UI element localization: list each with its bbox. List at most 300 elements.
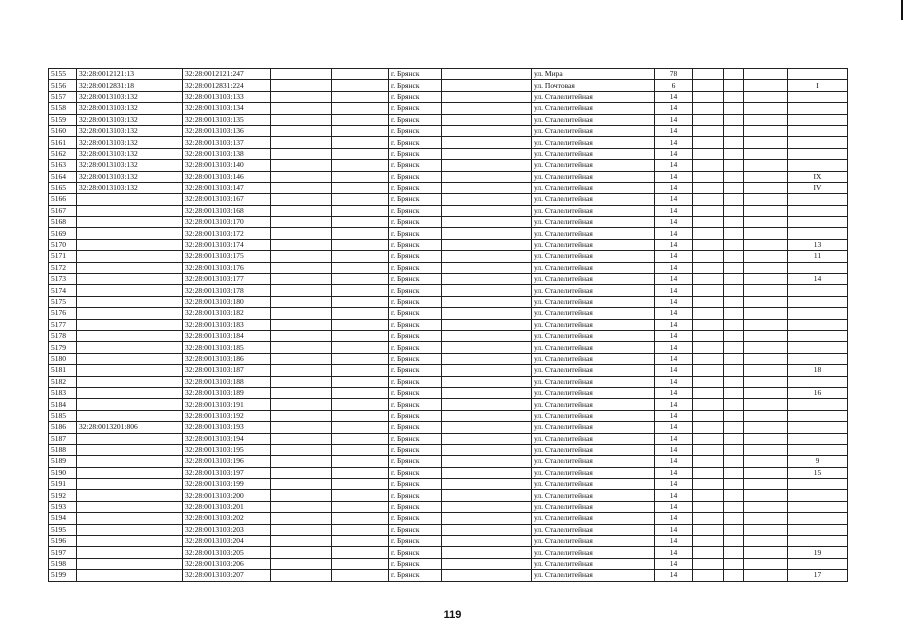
table-row [49, 524, 848, 535]
cell-house-number: 14 [655, 353, 693, 364]
cell-cadastral-number: 32:28:0013103:135 [183, 114, 271, 125]
cell-cadastral-number: 32:28:0013103:185 [183, 342, 271, 353]
cell-premises-number [788, 103, 848, 114]
cell-empty [271, 342, 332, 353]
cell-record-number: 5182 [49, 376, 77, 387]
cell-house-number: 14 [655, 433, 693, 444]
cell-house-number: 14 [655, 444, 693, 455]
cell-city: г. Брянск [389, 479, 442, 490]
cell-empty [442, 501, 532, 512]
cell-cadastral-number: 32:28:0013103:180 [183, 296, 271, 307]
cell-house-number: 14 [655, 410, 693, 421]
cell-empty [442, 171, 532, 182]
cell-empty [442, 274, 532, 285]
table-row [49, 456, 848, 467]
cell-empty [744, 547, 788, 558]
cell-empty [442, 137, 532, 148]
cell-cadastral-number: 32:28:0013103:178 [183, 285, 271, 296]
cell-empty [724, 501, 744, 512]
cell-record-number: 5171 [49, 251, 77, 262]
cell-house-number: 14 [655, 490, 693, 501]
cell-empty [693, 239, 724, 250]
cell-empty [332, 330, 389, 341]
cell-empty [271, 205, 332, 216]
cell-record-number: 5194 [49, 513, 77, 524]
cell-empty [442, 353, 532, 364]
cell-empty [442, 490, 532, 501]
cell-city: г. Брянск [389, 274, 442, 285]
cell-empty [744, 570, 788, 581]
cell-parent-cadastral-number [77, 330, 183, 341]
cell-premises-number [788, 513, 848, 524]
cell-street: ул. Сталелитейная [532, 501, 655, 512]
cell-empty [442, 570, 532, 581]
cell-house-number: 14 [655, 125, 693, 136]
cell-empty [271, 80, 332, 91]
cell-empty [724, 251, 744, 262]
cell-city: г. Брянск [389, 399, 442, 410]
cell-cadastral-number: 32:28:0013103:174 [183, 239, 271, 250]
cell-record-number: 5185 [49, 410, 77, 421]
cell-premises-number [788, 501, 848, 512]
cell-empty [332, 536, 389, 547]
cell-cadastral-number: 32:28:0013103:201 [183, 501, 271, 512]
cell-premises-number [788, 422, 848, 433]
cell-empty [271, 262, 332, 273]
cell-house-number: 14 [655, 342, 693, 353]
cell-record-number: 5188 [49, 444, 77, 455]
cell-cadastral-number: 32:28:0013103:189 [183, 387, 271, 398]
cell-street: ул. Сталелитейная [532, 251, 655, 262]
cell-empty [271, 570, 332, 581]
cell-empty [442, 217, 532, 228]
cell-street: ул. Сталелитейная [532, 160, 655, 171]
cell-parent-cadastral-number [77, 479, 183, 490]
cell-empty [724, 69, 744, 80]
cell-house-number: 14 [655, 547, 693, 558]
cell-record-number: 5198 [49, 558, 77, 569]
cell-empty [693, 80, 724, 91]
cell-house-number: 14 [655, 217, 693, 228]
cell-house-number: 14 [655, 399, 693, 410]
cell-city: г. Брянск [389, 308, 442, 319]
page-number: 119 [443, 609, 462, 621]
cell-empty [332, 353, 389, 364]
cell-premises-number: 13 [788, 239, 848, 250]
cell-street: ул. Сталелитейная [532, 456, 655, 467]
cell-empty [724, 228, 744, 239]
cell-parent-cadastral-number [77, 194, 183, 205]
cell-empty [724, 547, 744, 558]
cell-empty [693, 342, 724, 353]
table-row [49, 501, 848, 512]
table-row [49, 513, 848, 524]
cell-empty [693, 456, 724, 467]
cell-empty [332, 239, 389, 250]
cell-empty [442, 182, 532, 193]
cell-empty [744, 182, 788, 193]
cell-premises-number [788, 410, 848, 421]
cell-city: г. Брянск [389, 80, 442, 91]
cell-city: г. Брянск [389, 376, 442, 387]
cell-street: ул. Сталелитейная [532, 399, 655, 410]
cell-empty [442, 479, 532, 490]
cell-empty [442, 536, 532, 547]
table-body [49, 69, 848, 582]
cell-empty [744, 490, 788, 501]
cell-empty [332, 524, 389, 535]
cell-empty [724, 342, 744, 353]
cell-empty [744, 205, 788, 216]
cell-empty [332, 365, 389, 376]
cell-empty [442, 69, 532, 80]
cell-city: г. Брянск [389, 205, 442, 216]
cell-empty [744, 558, 788, 569]
cell-house-number: 14 [655, 251, 693, 262]
cell-empty [271, 69, 332, 80]
cell-city: г. Брянск [389, 353, 442, 364]
cell-street: ул. Сталелитейная [532, 285, 655, 296]
cell-empty [271, 171, 332, 182]
cell-street: ул. Сталелитейная [532, 296, 655, 307]
cell-empty [744, 479, 788, 490]
table-row [49, 80, 848, 91]
cell-empty [271, 376, 332, 387]
table-row [49, 262, 848, 273]
cell-empty [744, 160, 788, 171]
cell-parent-cadastral-number [77, 524, 183, 535]
cell-city: г. Брянск [389, 160, 442, 171]
table-row [49, 467, 848, 478]
cell-empty [744, 501, 788, 512]
cell-premises-number [788, 319, 848, 330]
cell-house-number: 14 [655, 330, 693, 341]
cell-empty [724, 479, 744, 490]
cell-empty [442, 422, 532, 433]
cell-cadastral-number: 32:28:0013103:138 [183, 148, 271, 159]
cell-street: ул. Сталелитейная [532, 387, 655, 398]
table-row [49, 387, 848, 398]
cell-empty [442, 296, 532, 307]
cell-empty [693, 274, 724, 285]
cell-empty [332, 182, 389, 193]
cell-empty [442, 433, 532, 444]
cell-parent-cadastral-number: 32:28:0012831:18 [77, 80, 183, 91]
cell-record-number: 5168 [49, 217, 77, 228]
cell-empty [271, 217, 332, 228]
cell-house-number: 14 [655, 205, 693, 216]
cell-empty [744, 137, 788, 148]
cell-record-number: 5169 [49, 228, 77, 239]
cell-house-number: 6 [655, 80, 693, 91]
cell-cadastral-number: 32:28:0013103:133 [183, 91, 271, 102]
cell-empty [724, 536, 744, 547]
cell-city: г. Брянск [389, 194, 442, 205]
cell-empty [442, 365, 532, 376]
cell-empty [693, 171, 724, 182]
cell-record-number: 5187 [49, 433, 77, 444]
cell-parent-cadastral-number [77, 205, 183, 216]
table-row [49, 160, 848, 171]
cell-empty [744, 513, 788, 524]
cell-empty [693, 353, 724, 364]
cell-street: ул. Сталелитейная [532, 205, 655, 216]
cell-cadastral-number: 32:28:0013103:168 [183, 205, 271, 216]
cell-empty [442, 399, 532, 410]
cell-record-number: 5181 [49, 365, 77, 376]
cell-street: ул. Сталелитейная [532, 308, 655, 319]
cell-empty [271, 536, 332, 547]
cell-empty [724, 490, 744, 501]
cell-premises-number [788, 558, 848, 569]
cell-empty [442, 194, 532, 205]
cell-empty [724, 160, 744, 171]
cell-parent-cadastral-number [77, 501, 183, 512]
cell-house-number: 14 [655, 114, 693, 125]
cell-premises-number [788, 342, 848, 353]
cell-parent-cadastral-number [77, 536, 183, 547]
cell-record-number: 5193 [49, 501, 77, 512]
table-row [49, 69, 848, 80]
cell-parent-cadastral-number [77, 433, 183, 444]
cell-street: ул. Мира [532, 69, 655, 80]
cell-empty [271, 114, 332, 125]
cell-house-number: 14 [655, 524, 693, 535]
cell-parent-cadastral-number [77, 558, 183, 569]
cell-empty [332, 103, 389, 114]
cell-city: г. Брянск [389, 114, 442, 125]
cell-house-number: 14 [655, 274, 693, 285]
cell-cadastral-number: 32:28:0013103:182 [183, 308, 271, 319]
cell-city: г. Брянск [389, 410, 442, 421]
cell-cadastral-number: 32:28:0013103:195 [183, 444, 271, 455]
cell-record-number: 5197 [49, 547, 77, 558]
cell-house-number: 14 [655, 365, 693, 376]
cell-empty [271, 467, 332, 478]
cell-house-number: 14 [655, 456, 693, 467]
cell-empty [332, 262, 389, 273]
cell-house-number: 14 [655, 239, 693, 250]
cell-empty [442, 80, 532, 91]
cell-parent-cadastral-number [77, 319, 183, 330]
cell-empty [693, 570, 724, 581]
cell-city: г. Брянск [389, 125, 442, 136]
cell-cadastral-number: 32:28:0012831:224 [183, 80, 271, 91]
cell-premises-number [788, 536, 848, 547]
cell-empty [744, 456, 788, 467]
cell-city: г. Брянск [389, 285, 442, 296]
cell-parent-cadastral-number [77, 513, 183, 524]
cell-street: ул. Сталелитейная [532, 194, 655, 205]
cell-empty [744, 330, 788, 341]
cell-empty [442, 547, 532, 558]
cell-empty [693, 433, 724, 444]
cell-empty [744, 194, 788, 205]
cell-record-number: 5165 [49, 182, 77, 193]
cell-empty [724, 456, 744, 467]
cell-house-number: 14 [655, 182, 693, 193]
cell-cadastral-number: 32:28:0013103:207 [183, 570, 271, 581]
cell-empty [744, 69, 788, 80]
cell-empty [271, 353, 332, 364]
cell-premises-number [788, 217, 848, 228]
cell-empty [693, 205, 724, 216]
cell-house-number: 14 [655, 160, 693, 171]
cell-empty [332, 479, 389, 490]
cell-city: г. Брянск [389, 228, 442, 239]
cell-cadastral-number: 32:28:0013103:192 [183, 410, 271, 421]
cell-empty [724, 285, 744, 296]
cell-empty [744, 285, 788, 296]
cell-street: ул. Сталелитейная [532, 422, 655, 433]
cell-street: ул. Сталелитейная [532, 536, 655, 547]
cell-house-number: 14 [655, 194, 693, 205]
cell-empty [271, 547, 332, 558]
cell-street: ул. Сталелитейная [532, 365, 655, 376]
cell-city: г. Брянск [389, 433, 442, 444]
table-row [49, 239, 848, 250]
cell-city: г. Брянск [389, 91, 442, 102]
cell-empty [332, 342, 389, 353]
cell-city: г. Брянск [389, 387, 442, 398]
cell-record-number: 5156 [49, 80, 77, 91]
cell-empty [744, 228, 788, 239]
cell-record-number: 5167 [49, 205, 77, 216]
cell-record-number: 5178 [49, 330, 77, 341]
cell-empty [271, 330, 332, 341]
cell-premises-number: 17 [788, 570, 848, 581]
cell-house-number: 14 [655, 171, 693, 182]
cell-empty [744, 444, 788, 455]
cell-city: г. Брянск [389, 490, 442, 501]
cell-empty [724, 239, 744, 250]
cell-empty [744, 171, 788, 182]
cell-empty [332, 125, 389, 136]
cell-city: г. Брянск [389, 262, 442, 273]
cell-empty [693, 251, 724, 262]
cell-empty [332, 285, 389, 296]
table-row [49, 251, 848, 262]
cell-premises-number: 19 [788, 547, 848, 558]
cell-premises-number: 9 [788, 456, 848, 467]
table-row [49, 182, 848, 193]
cell-premises-number: 14 [788, 274, 848, 285]
cell-cadastral-number: 32:28:0013103:200 [183, 490, 271, 501]
cell-empty [724, 524, 744, 535]
cell-empty [442, 285, 532, 296]
cell-empty [442, 376, 532, 387]
cell-empty [332, 547, 389, 558]
cell-empty [724, 80, 744, 91]
cell-empty [693, 91, 724, 102]
cell-record-number: 5172 [49, 262, 77, 273]
cell-empty [271, 558, 332, 569]
cell-empty [724, 103, 744, 114]
cell-city: г. Брянск [389, 365, 442, 376]
cell-record-number: 5177 [49, 319, 77, 330]
cell-premises-number [788, 228, 848, 239]
cell-house-number: 14 [655, 285, 693, 296]
cell-record-number: 5190 [49, 467, 77, 478]
cell-empty [693, 479, 724, 490]
cell-empty [271, 228, 332, 239]
cell-empty [693, 125, 724, 136]
table-row [49, 479, 848, 490]
cell-parent-cadastral-number: 32:28:0013103:132 [77, 103, 183, 114]
cell-empty [693, 501, 724, 512]
cell-empty [693, 114, 724, 125]
cell-city: г. Брянск [389, 444, 442, 455]
cell-street: ул. Сталелитейная [532, 274, 655, 285]
cell-empty [693, 558, 724, 569]
cell-empty [724, 148, 744, 159]
cell-empty [332, 410, 389, 421]
cell-empty [724, 558, 744, 569]
cell-empty [271, 422, 332, 433]
cell-street: ул. Сталелитейная [532, 513, 655, 524]
cell-empty [271, 103, 332, 114]
cell-empty [724, 205, 744, 216]
cell-empty [442, 410, 532, 421]
cell-city: г. Брянск [389, 137, 442, 148]
cell-record-number: 5159 [49, 114, 77, 125]
cell-cadastral-number: 32:28:0013103:146 [183, 171, 271, 182]
cell-empty [442, 262, 532, 273]
cell-empty [724, 308, 744, 319]
cell-empty [744, 80, 788, 91]
cell-empty [724, 296, 744, 307]
cell-empty [744, 148, 788, 159]
cell-house-number: 14 [655, 308, 693, 319]
cell-parent-cadastral-number [77, 547, 183, 558]
cell-empty [442, 205, 532, 216]
table-row [49, 137, 848, 148]
cell-parent-cadastral-number [77, 285, 183, 296]
table-row [49, 274, 848, 285]
table-row [49, 444, 848, 455]
cell-parent-cadastral-number [77, 342, 183, 353]
cell-parent-cadastral-number [77, 262, 183, 273]
cell-empty [693, 137, 724, 148]
cell-empty [724, 330, 744, 341]
cell-empty [332, 194, 389, 205]
cell-premises-number [788, 194, 848, 205]
cell-record-number: 5195 [49, 524, 77, 535]
cell-house-number: 14 [655, 296, 693, 307]
cell-city: г. Брянск [389, 547, 442, 558]
table-row [49, 330, 848, 341]
cell-record-number: 5189 [49, 456, 77, 467]
cell-empty [332, 399, 389, 410]
table-row [49, 228, 848, 239]
table-row [49, 365, 848, 376]
cell-empty [724, 570, 744, 581]
cell-street: ул. Сталелитейная [532, 342, 655, 353]
cell-parent-cadastral-number [77, 444, 183, 455]
cell-cadastral-number: 32:28:0013103:177 [183, 274, 271, 285]
cell-empty [271, 251, 332, 262]
cell-record-number: 5184 [49, 399, 77, 410]
cell-house-number: 14 [655, 376, 693, 387]
cell-premises-number [788, 205, 848, 216]
cell-record-number: 5186 [49, 422, 77, 433]
cell-empty [693, 410, 724, 421]
cell-house-number: 14 [655, 137, 693, 148]
cell-cadastral-number: 32:28:0013103:170 [183, 217, 271, 228]
cell-street: ул. Сталелитейная [532, 137, 655, 148]
cell-empty [724, 319, 744, 330]
cell-empty [724, 171, 744, 182]
